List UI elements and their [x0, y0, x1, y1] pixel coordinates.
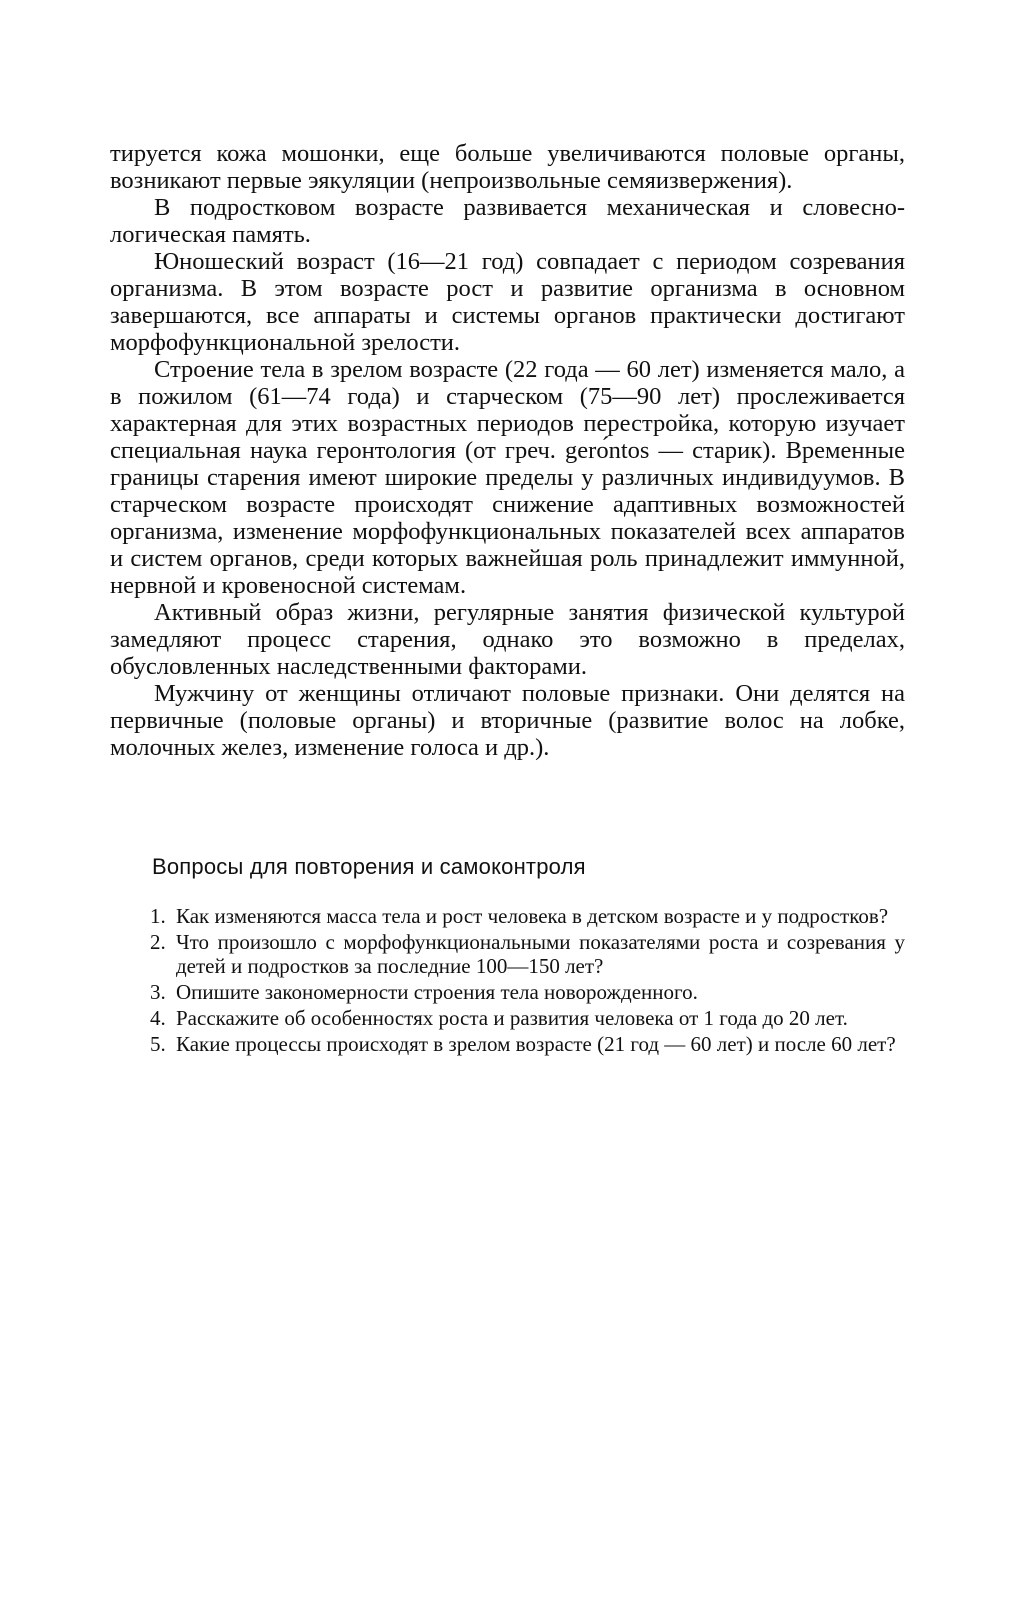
question-number: 1.: [150, 904, 166, 928]
paragraph-active-lifestyle: Активный образ жизни, регулярные занятия физической культурой замедляют процесс старения, однако это возможно в пределах, обусловленных наследственными факторами.: [110, 599, 905, 680]
paragraph-sex-characteristics: Мужчину от женщины отличают половые признаки. Они делятся на первичные (половые органы) и вторичные (развитие волос на лобке, молочных желез, изменение голоса и др.).: [110, 680, 905, 761]
question-item: [150, 1032, 905, 1056]
paragraph-continuation: тируется кожа мошонки, еще больше увеличиваются половые органы, возникают первые эякуляции (непроизвольные семяизвержения).: [110, 140, 905, 194]
question-text: Расскажите об особенностях роста и развития человека от 1 года до 20 лет.: [176, 1006, 848, 1030]
question-number: 3.: [150, 980, 166, 1004]
questions-list: [150, 904, 905, 1058]
question-number: 5.: [150, 1032, 166, 1056]
question-item: [150, 1006, 905, 1030]
question-text: Какие процессы происходят в зрелом возрасте (21 год — 60 лет) и после 60 лет?: [176, 1032, 896, 1056]
question-number: 2.: [150, 930, 166, 954]
body-text: [110, 140, 905, 761]
question-text: Как изменяются масса тела и рост человека в детском возрасте и у подростков?: [176, 904, 889, 928]
paragraph-adolescent-memory: В подростковом возрасте развивается механическая и словесно-логическая память.: [110, 194, 905, 248]
paragraph-youth-age: Юношеский возраст (16—21 год) совпадает с периодом созревания организма. В этом возрасте рост и развитие организма в основном завершаются, все аппараты и системы органов практически достигают морфофункциональной зрелости.: [110, 248, 905, 356]
question-item: [150, 930, 905, 978]
question-item: [150, 904, 905, 928]
question-text: Опишите закономерности строения тела новорожденного.: [176, 980, 698, 1004]
section-heading: Вопросы для повторения и самоконтроля: [152, 854, 586, 879]
question-item: [150, 980, 905, 1004]
page-content: [110, 140, 905, 1056]
question-number: 4.: [150, 1006, 166, 1030]
paragraph-mature-age: Строение тела в зрелом возрасте (22 года — 60 лет) изменяется мало, а в пожилом (61—74 года) и старческом (75—90 лет) прослеживается характерная для этих возрастных периодов перестройка, которую изучает специальная наука геронтология (от греч. gerо́ntos — старик). Временные границы старения имеют широкие пределы у различных индивидуумов. В старческом возрасте происходят снижение адаптивных возможностей организма, изменение морфофункциональных показателей всех аппаратов и систем органов, среди которых важнейшая роль принадлежит иммунной, нервной и кровеносной системам.: [110, 356, 905, 599]
question-text: Что произошло с морфофункциональными показателями роста и созревания у детей и подростков за последние 100—150 лет?: [176, 930, 905, 978]
